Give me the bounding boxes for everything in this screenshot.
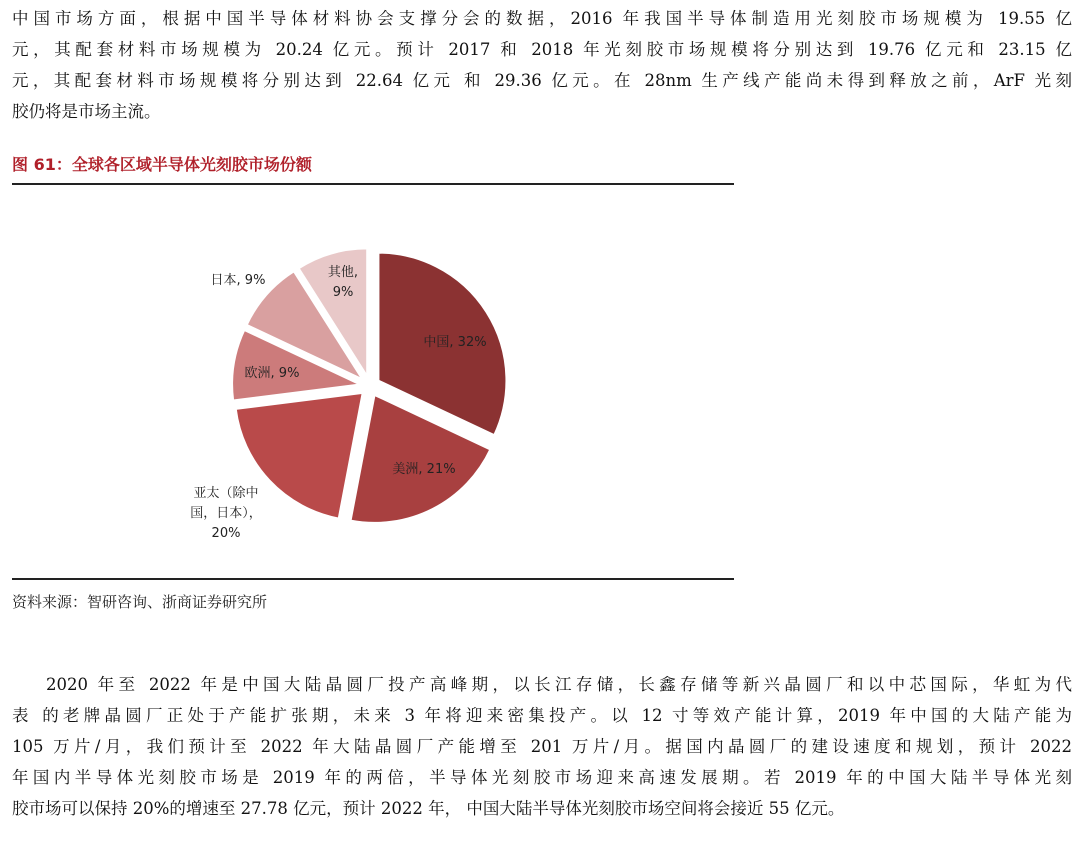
figure-source: 资料来源：智研咨询、浙商证券研究所	[12, 593, 268, 611]
paragraph-line: 胶仍将是市场主流。	[12, 102, 161, 121]
pie-slice-label: 美洲, 21%	[392, 462, 456, 477]
pie-slices	[232, 248, 506, 523]
pie-slice-label: 中国, 32%	[423, 335, 487, 350]
paragraph-line: 年国内半导体光刻胶市场是 2019 年的两倍，半导体光刻胶市场迎来高速发展期。若 2019 年的中国大陆半导体光刻	[12, 768, 1072, 787]
pie-slice-label: 亚太（除中国，日本）， 20%	[190, 486, 262, 541]
paragraph-line: 元，其配套材料市场规模将分别达到 22.64 亿元 和 29.36 亿元。在 28nm 生产线产能尚未得到释放之前，ArF 光刻	[12, 71, 1072, 90]
pie-slice-label: 其他, 9%	[327, 265, 359, 300]
paragraph-line: 2020 年至 2022 年是中国大陆晶圆厂投产高峰期，以长江存储，长鑫存储等新兴晶圆厂和以中芯国际，华虹为代	[46, 675, 1072, 694]
pie-slice-label: 欧洲, 9%	[244, 366, 300, 381]
paragraph-bottom	[12, 669, 1072, 824]
pie-slice-label: 日本, 9%	[210, 273, 266, 288]
figure-bottom-rule	[12, 578, 734, 580]
paragraph-line: 中国市场方面，根据中国半导体材料协会支撑分会的数据，2016 年我国半导体制造用光刻胶市场规模为 19.55 亿	[12, 9, 1072, 28]
paragraph-line: 胶市场可以保持 20%的增速至 27.78 亿元，预计 2022 年， 中国大陆半导体光刻胶市场空间将会接近 55 亿元。	[12, 799, 845, 818]
paragraph-line: 表 的老牌晶圆厂正处于产能扩张期，未来 3 年将迎来密集投产。以 12 寸等效产能计算，2019 年中国的大陆产能为	[12, 706, 1072, 725]
paragraph-line: 105 万片/月，我们预计至 2022 年大陆晶圆厂产能增至 201 万片/月。据国内晶圆厂的建设速度和规划，预计 2022	[12, 737, 1072, 756]
figure-title: 图 61：全球各区域半导体光刻胶市场份额	[12, 155, 312, 174]
paragraph-line: 元，其配套材料市场规模为 20.24 亿元。预计 2017 和 2018 年光刻胶市场规模将分别达到 19.76 亿元和 23.15 亿	[12, 40, 1072, 59]
